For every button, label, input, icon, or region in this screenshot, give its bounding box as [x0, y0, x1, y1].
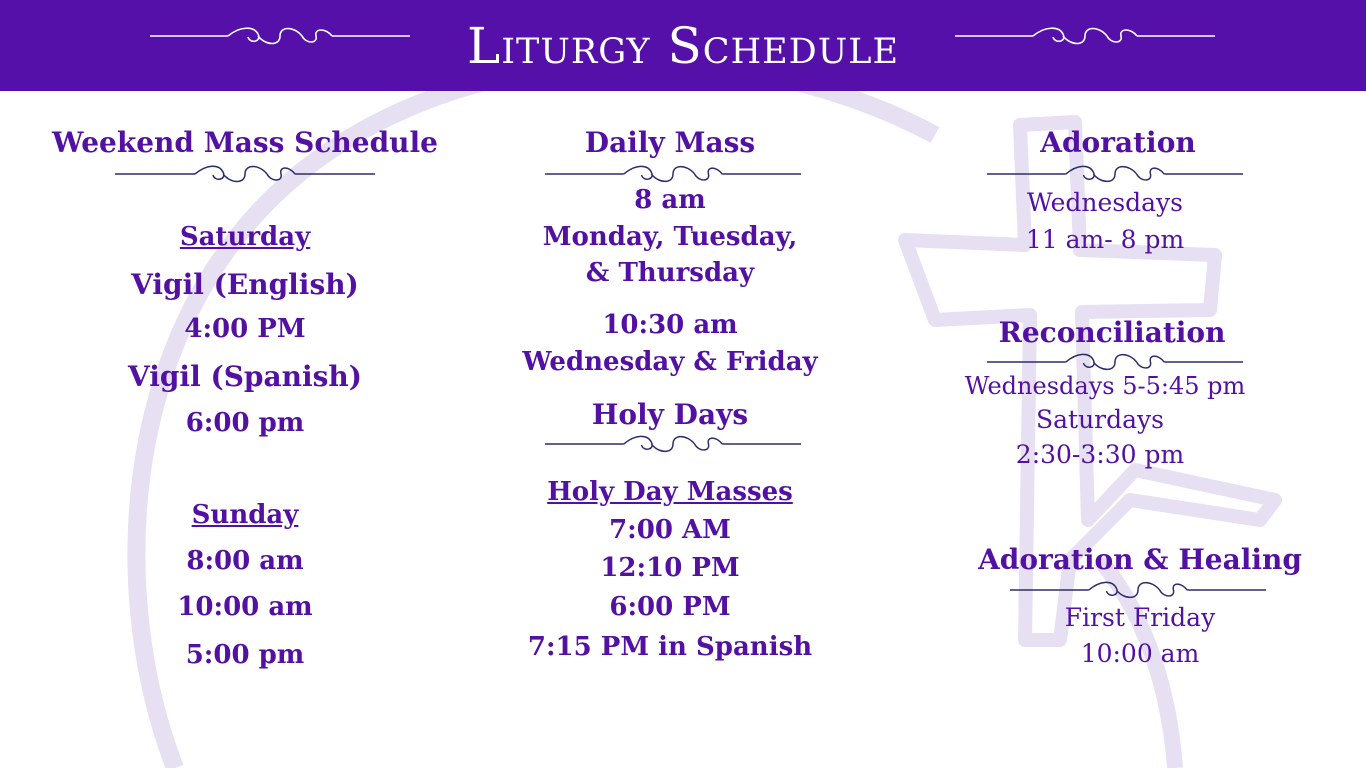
daily-line: Monday, Tuesday, — [542, 222, 798, 252]
sunday-label: Sunday — [191, 500, 299, 530]
daily-line: & Thursday — [585, 258, 755, 288]
daily-heading: Daily Mass — [584, 126, 756, 159]
sunday-line: 8:00 am — [186, 546, 304, 576]
adoration-section — [940, 0, 1300, 768]
holy-days-divider-icon — [545, 432, 801, 460]
weekend-divider-icon — [115, 162, 375, 190]
healing-heading: Adoration & Healing — [978, 543, 1302, 576]
saturday-label: Saturday — [179, 222, 311, 252]
healing-line: First Friday — [1064, 603, 1216, 632]
adoration-line: Wednesdays — [1026, 188, 1184, 217]
adoration-heading: Adoration — [1040, 126, 1196, 159]
holy-day-line: 6:00 PM — [609, 592, 731, 622]
adoration-divider-icon — [987, 162, 1243, 190]
weekend-mass-section — [40, 0, 450, 768]
healing-divider-icon — [1010, 578, 1266, 606]
reconciliation-heading: Reconciliation — [998, 316, 1226, 349]
saturday-line: 6:00 pm — [185, 408, 305, 438]
daily-line: 8 am — [634, 185, 706, 215]
saturday-line: 4:00 PM — [184, 314, 306, 344]
healing-line: 10:00 am — [1080, 639, 1200, 668]
daily-mass-section — [470, 0, 870, 768]
page-title: Liturgy Schedule — [466, 17, 900, 75]
holy-day-masses-label: Holy Day Masses — [547, 477, 793, 507]
sunday-line: 5:00 pm — [185, 640, 305, 670]
saturday-line: Vigil (Spanish) — [127, 360, 363, 393]
reconciliation-line: 2:30-3:30 pm — [1015, 440, 1185, 469]
daily-line: 10:30 am — [602, 310, 738, 340]
daily-line: Wednesday & Friday — [522, 347, 818, 377]
reconciliation-line: Saturdays — [1036, 405, 1164, 434]
adoration-line: 11 am- 8 pm — [1025, 225, 1185, 254]
holy-day-line: 7:15 PM in Spanish — [527, 632, 813, 662]
sunday-line: 10:00 am — [177, 592, 313, 622]
holy-days-heading: Holy Days — [591, 398, 749, 431]
reconciliation-line: Wednesdays 5-5:45 pm — [964, 372, 1246, 400]
saturday-line: Vigil (English) — [131, 268, 359, 301]
weekend-heading: Weekend Mass Schedule — [52, 126, 438, 159]
holy-day-line: 12:10 PM — [600, 553, 740, 583]
holy-day-line: 7:00 AM — [609, 515, 731, 545]
